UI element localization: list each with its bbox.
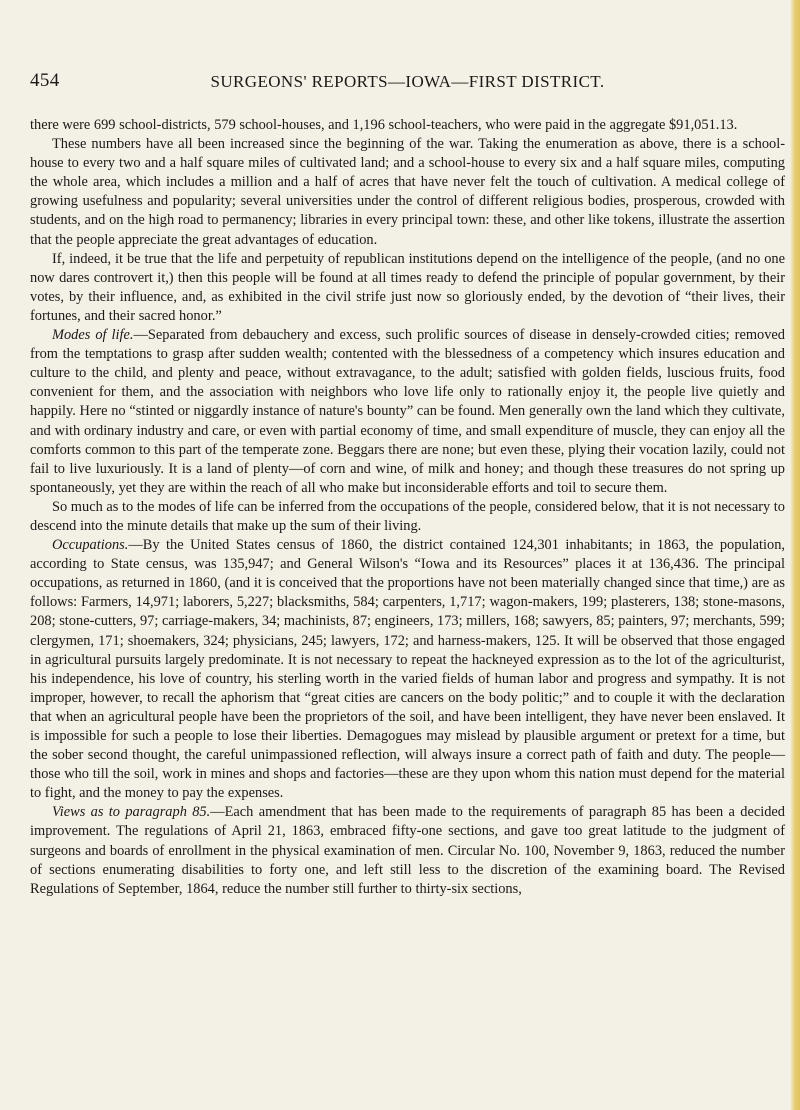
paragraph-text: If, indeed, it be true that the life and perpetuity of republican institutions depend on the intelligence of the people, (and no one now dares controvert it,) then this people will be found at all times ready to defend the principle of popular government, by their votes, by their influence, and, as exhibited in the civil strife just now so gloriously ended, by the devotion of “their lives, their fortunes, and their sacred honor.” (30, 250, 785, 324)
paragraph (30, 536, 785, 803)
page-edge-discoloration (790, 0, 800, 1110)
paragraph (30, 803, 785, 898)
body-text (30, 116, 785, 899)
section-label: Occupations. (52, 537, 129, 554)
paragraph-text: —Separated from debauchery and excess, such prolific sources of disease in densely-crowded cities; removed from the temptations to grasp after sudden wealth; contented with the blessedness of a competency which insures education and culture to the child, and plenty and peace, without extravagance, to the adult; satisfied with golden fields, luscious fruits, food convenient for them, and the association with neighbors who love life only to rationally enjoy it, the people live quietly and happily. Here no “stinted or niggardly instance of nature's bounty” can be found. Men generally own the land which they cultivate, and with ordinary industry and care, or even with partial economy of time, and small expenditure of muscle, they can enjoy all the comforts common to this part of the temperate zone. Beggars there are none; but even these, plying their vocation lazily, could not fail to live luxuriously. It is a land of plenty—of corn and wine, of milk and honey; and though these treasures do not spring up spontaneously, yet they are within the reach of all who make but inconsiderable efforts and toil to secure them. (30, 327, 785, 496)
paragraph-text: there were 699 school-districts, 579 school-houses, and 1,196 school-teachers, who were paid in the aggregate $91,051.13. (30, 117, 738, 133)
paragraph-text: —Each amendment that has been made to the requirements of paragraph 85 has been a decided improvement. The regulations of April 21, 1863, embraced fifty-one sections, and gave too great latitude to the judgment of surgeons and boards of enrollment in the physical examination of men. Circular No. 100, November 9, 1863, reduced the number of sections enumerating disabilities to forty one, and left still less to the discretion of the examining board. The Revised Regulations of September, 1864, reduce the number still further to thirty-six sections, (30, 804, 785, 897)
document-page (30, 70, 785, 899)
paragraph-text: These numbers have all been increased since the beginning of the war. Taking the enumeration as above, there is a school-house to every two and a half square miles of cultivated land; and a school-house to every six and a half square miles, computing the whole area, which includes a million and a half of acres that have never felt the touch of cultivation. A medical college of growing usefulness and popularity; several universities under the control of different religious bodies, prosperous, crowded with students, and on the high road to permanency; libraries in every principal town: these, and other like tokens, illustrate the assertion that the people appreciate the great advantages of education. (30, 136, 785, 248)
running-title: SURGEONS' REPORTS—IOWA—FIRST DISTRICT. (210, 72, 605, 91)
paragraph (30, 250, 785, 326)
paragraph (30, 498, 785, 536)
paragraph (30, 116, 785, 135)
paragraph-text: —By the United States census of 1860, the district contained 124,301 inhabitants; in 1863, the population, according to State census, was 135,947; and General Wilson's “Iowa and its Resources” places it at 136,436. The principal occupations, as returned in 1860, (and it is conceived that the proportions have not been materially changed since that time,) are as follows: Farmers, 14,971; laborers, 5,227; blacksmiths, 584; carpenters, 1,717; wagon-makers, 199; plasterers, 138; stone-masons, 208; stone-cutters, 97; carriage-makers, 34; machinists, 87; engineers, 173; millers, 168; sawyers, 85; painters, 97; merchants, 599; clergymen, 171; shoemakers, 324; physicians, 245; lawyers, 172; and harness-makers, 125. It will be observed that those engaged in agricultural pursuits largely predominate. It is not necessary to repeat the hackneyed expression as to the lot of the agriculturist, his independence, his love of country, his sterling worth in the varied fields of human labor and progress and sympathy. It is not improper, however, to recall the aphorism that “great cities are cancers on the body politic;” and to couple it with the declaration that when an agricultural people have been the proprietors of the soil, and have been intelligent, they have never been enslaved. It is impossible for such a people to lose their liberties. Demagogues may mislead by plausible argument or pretext for a time, but the sober second thought, the careful unimpassioned reflection, will always insure a correct path of faith and duty. The people—those who till the soil, work in mines and shops and factories—these are they upon whom this nation must depend for the material to fight, and the money to pay the expenses. (30, 537, 785, 802)
page-header (30, 70, 785, 96)
page-number: 454 (30, 70, 60, 91)
paragraph (30, 135, 785, 250)
paragraph (30, 326, 785, 498)
section-label: Views as to paragraph 85. (52, 804, 211, 821)
paragraph-text: So much as to the modes of life can be inferred from the occupations of the people, considered below, that it is not necessary to descend into the minute details that make up the sum of their living. (30, 498, 785, 534)
section-label: Modes of life. (52, 327, 134, 344)
